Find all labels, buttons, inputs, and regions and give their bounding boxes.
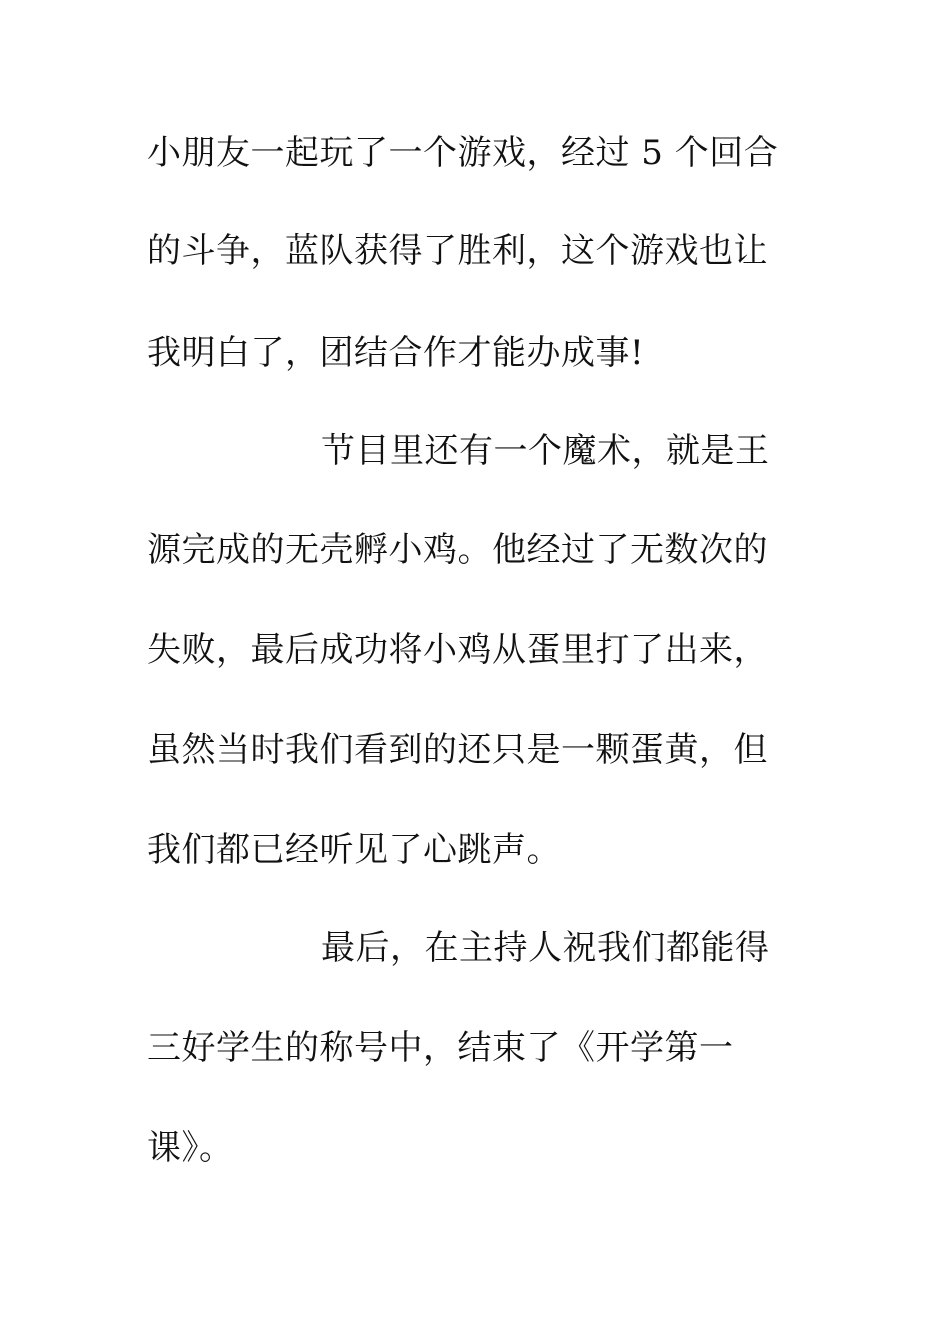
text-line-11: 课》。 xyxy=(147,1128,234,1168)
text-line-2: 的斗争，蓝队获得了胜利，这个游戏也让 xyxy=(147,231,768,271)
text-line-4-paragraph-start: 节目里还有一个魔术，就是王 xyxy=(321,431,770,471)
text-line-5: 源完成的无壳孵小鸡。他经过了无数次的 xyxy=(147,530,768,570)
text-line-8: 我们都已经听见了心跳声。 xyxy=(147,830,561,870)
text-line-6: 失败，最后成功将小鸡从蛋里打了出来， xyxy=(147,630,768,670)
text-line-3: 我明白了，团结合作才能办成事! xyxy=(147,333,645,373)
text-line-9-paragraph-start: 最后，在主持人祝我们都能得 xyxy=(321,928,770,968)
text-line-7: 虽然当时我们看到的还只是一颗蛋黄，但 xyxy=(147,730,768,770)
text-line-1: 小朋友一起玩了一个游戏，经过 5 个回合 xyxy=(147,133,779,173)
text-line-10: 三好学生的称号中，结束了《开学第一 xyxy=(147,1028,734,1068)
